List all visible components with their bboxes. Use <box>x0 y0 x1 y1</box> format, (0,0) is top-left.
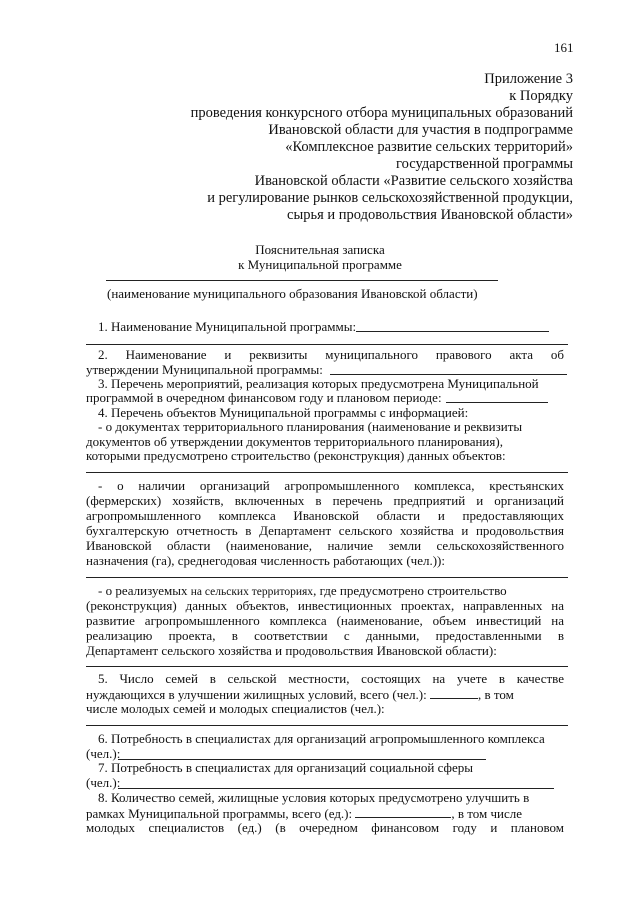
item-4-text: 4. Перечень объектов Муниципальной программы с информацией: <box>98 405 469 420</box>
appendix-line: проведения конкурсного отбора муниципальных образований <box>190 105 573 121</box>
item-3-field <box>446 402 548 403</box>
item-5-line-2: нуждающихся в улучшении жилищных условий, всего (чел.): , в том <box>86 687 514 702</box>
item-2-text-line-1: 2. Наименование и реквизиты муниципального правового акта об <box>98 347 564 362</box>
item-8-line-1: 8. Количество семей, жилищные условия которых предусмотрено улучшить в <box>98 790 530 805</box>
item-4c-line-2: (реконструкция) данных объектов, инвестиционных проектах, направленных на <box>86 598 564 613</box>
item-5-line-3: числе молодых семей и молодых специалистов (чел.): <box>86 701 385 716</box>
item-1-field <box>356 331 549 332</box>
item-4c-line-3: развитие агропромышленного комплекса (наименование, объем инвестиций на <box>86 613 564 628</box>
document-title: Пояснительная записка <box>255 242 385 257</box>
municipality-name-line <box>106 280 498 281</box>
item-4c-line-4: реализацию проекта, в соответствии с данными, предоставленными в <box>86 628 564 643</box>
appendix-line: государственной программы <box>396 156 573 172</box>
item-8-count-field <box>355 806 451 818</box>
appendix-line: Приложение 3 <box>484 71 573 87</box>
item-7-field <box>118 788 554 789</box>
item-4b-line-5: Ивановской области (наименование, наличие земли сельскохозяйственного <box>86 538 564 553</box>
item-8-line-3: молодых специалистов (ед.) (в очередном финансовом году и плановом <box>86 820 564 835</box>
item-2-text-line-2: утверждении Муниципальной программы: <box>86 362 323 377</box>
item-2-field <box>330 374 567 375</box>
appendix-line: к Порядку <box>509 88 573 104</box>
item-4a-line-1: - о документах территориального планирования (наименование и реквизиты <box>98 419 523 434</box>
item-4a-line-2: документов об утверждении документов территориального планирования), <box>86 434 503 449</box>
item-4b-line-3: агропромышленного комплекса Ивановской области и предоставляющих <box>86 508 564 523</box>
item-4c-line-1: - о реализуемых на сельских территориях, где предусмотрено строительство <box>98 583 507 598</box>
item-5-count-field <box>430 687 478 699</box>
appendix-line: «Комплексное развитие сельских территорий» <box>285 139 573 155</box>
item-4b-field <box>86 577 568 578</box>
item-6-line-1: 6. Потребность в специалистах для организаций агропромышленного комплекса <box>98 731 545 746</box>
item-3-text-line-1: 3. Перечень мероприятий, реализация которых предусмотрена Муниципальной <box>98 376 539 391</box>
appendix-line: Ивановской области «Развитие сельского хозяйства <box>254 173 573 189</box>
item-4b-line-1: - о наличии организаций агропромышленного комплекса, крестьянских <box>98 478 564 493</box>
appendix-line: сырья и продовольствия Ивановской области» <box>287 207 573 223</box>
item-4c-field <box>86 666 568 667</box>
item-1-text: 1. Наименование Муниципальной программы: <box>98 319 357 334</box>
item-4a-field <box>86 472 568 473</box>
item-4b-line-4: бухгалтерскую отчетность в Департамент сельского хозяйства и продовольствия <box>86 523 564 538</box>
item-5-field <box>86 725 568 726</box>
municipality-caption: (наименование муниципального образования Ивановской области) <box>107 286 478 301</box>
appendix-line: и регулирование рынков сельскохозяйственной продукции, <box>207 190 573 206</box>
appendix-line: Ивановской области для участия в подпрограмме <box>268 122 573 138</box>
item-3-text-line-2: программой в очередном финансовом году и плановом периоде: <box>86 390 442 405</box>
document-subtitle: к Муниципальной программе <box>238 257 402 272</box>
item-4a-line-3: которыми предусмотрено строительство (реконструкция) данных объектов: <box>86 448 506 463</box>
item-6-line-2: (чел.): <box>86 746 121 761</box>
item-4b-line-2: (фермерских) хозяйств, включенных в перечень предприятий и организаций <box>86 493 564 508</box>
item-4b-line-6: назначения (га), среднегодовая численность работающих (чел.)): <box>86 553 445 568</box>
item-5-line-1: 5. Число семей в сельской местности, состоящих на учете в качестве <box>98 671 564 686</box>
item-8-line-2: рамках Муниципальной программы, всего (ед.): , в том числе <box>86 806 523 821</box>
item-7-line-2: (чел.): <box>86 775 121 790</box>
item-7-line-1: 7. Потребность в специалистах для организаций социальной сферы <box>98 760 473 775</box>
item-1-field-line-2 <box>86 344 568 345</box>
item-4c-line-5: Департамент сельского хозяйства и продовольствия Ивановской области): <box>86 643 497 658</box>
page-number: 161 <box>554 40 574 55</box>
